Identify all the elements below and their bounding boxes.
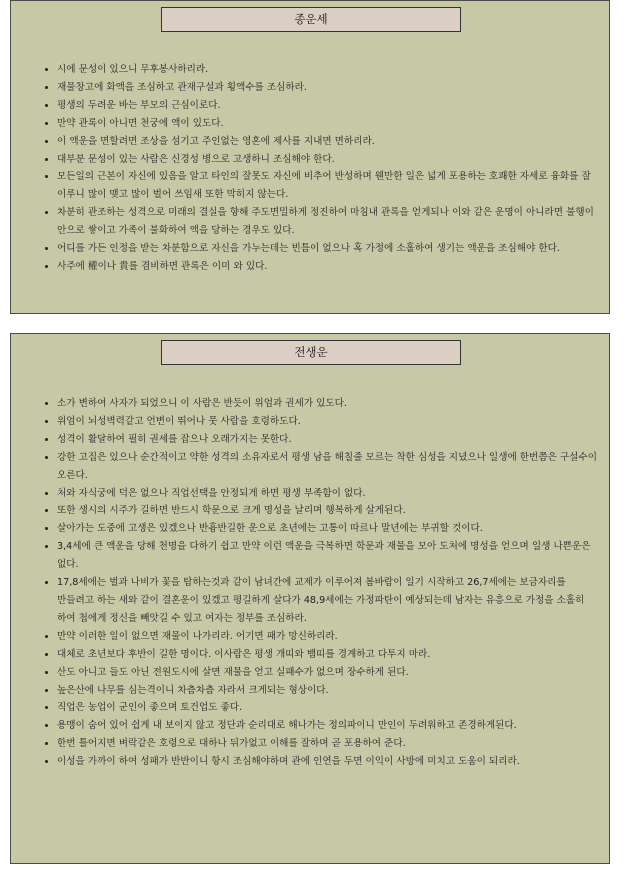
section-jongunse <box>10 0 610 314</box>
list-item: • 직업은 농업이 군인이 좋으며 토건업도 좋다. <box>57 699 599 717</box>
list-item: • 만약 이러한 일이 없으면 재물이 나가리라. 어기면 패가 망신하리라. <box>57 628 599 646</box>
list-item: • 소가 변하여 사자가 되었으니 이 사람은 반듯이 위엄과 권세가 있도다. <box>57 395 599 413</box>
list-item: • 이 액운을 면할려면 조상을 섬기고 주인없는 영혼에 제사를 지내면 면하리라. <box>57 133 599 151</box>
list-item: • 대부분 문성이 있는 사람은 신경성 병으로 고생하니 조심해야 한다. <box>57 151 599 169</box>
list-item: • 대체로 초년보다 후반이 길한 명이다. 이사람은 평생 개띠와 뱀띠를 경계하고 다투지 마라. <box>57 646 599 664</box>
list-item: • 살아가는 도중에 고생은 있겠으나 반흉반길한 운으로 초년에는 고통이 따르나 말년에는 부귀할 것이다. <box>57 520 599 538</box>
list-item: • 어디를 가든 인정을 받는 차분함으로 자신을 가누는데는 빈틈이 없으나 혹 가정에 소홀하여 생기는 액운을 조심해야 한다. <box>57 240 599 258</box>
list-item: • 시에 문성이 있으니 무후봉사하리라. <box>57 61 599 79</box>
section-jeonsaengun <box>10 333 610 864</box>
list-item: • 한번 틀어지면 벼락같은 호령으로 대하나 뒤가없고 이해를 잘하며 곧 포용하여 준다. <box>57 735 599 753</box>
list-item: • 차분히 관조하는 성격으로 미래의 결실을 향해 주도면밀하게 정진하여 마침내 관록을 얻게되나 이와 같은 운명이 아니라면 불행이 안으로 쌓이고 가족이 불화하여 액을 당하는 경우도 있다. <box>57 204 599 240</box>
list-item: • 산도 아니고 들도 아닌 전원도시에 살면 재물을 얻고 실패수가 없으며 장수하게 된다. <box>57 664 599 682</box>
list-item: • 또한 생시의 시주가 길하면 반드시 학문으로 크게 명성을 날리며 행복하게 살게된다. <box>57 502 599 520</box>
list-item: • 성격이 활달하여 필히 권세를 잡으나 오래가지는 못한다. <box>57 431 599 449</box>
list-item: • 처와 자식궁에 덕은 없으나 직업선택을 안정되게 하면 평생 부족함이 없다. <box>57 485 599 503</box>
list-item: • 평생의 두려운 바는 부모의 근심이로다. <box>57 97 599 115</box>
list-item: • 사주에 權이나 貴를 겸비하면 관록은 이미 와 있다. <box>57 258 599 276</box>
fortune-list <box>39 395 599 771</box>
list-item: • 모든일의 근본이 자신에 있음을 알고 타인의 잘못도 자신에 비추어 반성하며 웬만한 일은 넓게 포용하는 호쾌한 자세로 융화를 잘 이루니 많이 맺고 많이 벌어 쓰임새 또한 막히지 않는다. <box>57 168 599 204</box>
list-item: • 만약 관록이 아니면 천궁에 액이 있도다. <box>57 115 599 133</box>
list-item: • 17,8세에는 벌과 나비가 꽃을 탐하는것과 같이 남녀간에 교제가 이루어져 봄바람이 일기 시작하고 26,7세에는 보금자리를 만들려고 하는 새와 같이 결혼운이 있겠고 평길하게 살다가 48,9세에는 가정파탄이 예상되는데 남자는 유흥으로 가정을 소홀히 하여 첩에게 정신을 빼앗길 수 있고 여자는 정부를 조심하라. <box>57 574 599 628</box>
section-title: 전생운 <box>161 340 461 365</box>
list-item: • 위엄이 뇌성벽력같고 언변이 뛰어나 뭇 사람을 호령하도다. <box>57 413 599 431</box>
list-item: • 3,4세에 큰 액운을 당해 천명을 다하기 쉽고 만약 이런 액운을 극복하면 학문과 재물을 모아 도처에 명성을 얻으며 일생 나쁜운은 없다. <box>57 538 599 574</box>
list-item: • 재물창고에 화액을 조심하고 관재구설과 횡액수를 조심하라. <box>57 79 599 97</box>
list-item: • 높은산에 나무를 심는격이니 차츰차츰 자라서 크게되는 형상이다. <box>57 682 599 700</box>
section-title: 종운세 <box>161 7 461 32</box>
list-item: • 강한 고집은 있으나 순간적이고 약한 성격의 소유자로서 평생 남을 해칠줄 모르는 착한 심성을 지녔으나 일생에 한번쯤은 구설수이 오른다. <box>57 449 599 485</box>
list-item: • 이성을 가까이 하여 성패가 반반이니 항시 조심해야하며 관에 인연을 두면 이익이 사방에 미치고 도움이 되리라. <box>57 753 599 771</box>
list-item: • 용맹이 숨어 있어 쉽게 내 보이지 않고 정단과 순리대로 해나가는 정의파이니 만인이 두려워하고 존경하게된다. <box>57 717 599 735</box>
fortune-list <box>39 61 599 276</box>
